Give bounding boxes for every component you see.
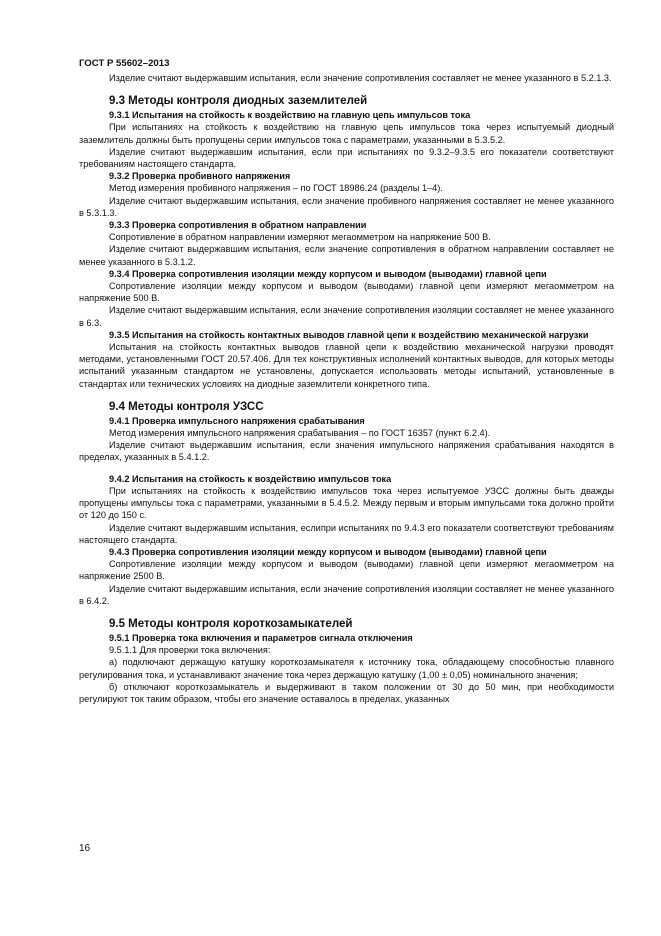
subsection-heading: 9.3.4 Проверка сопротивления изоляции между корпусом и выводом (выводами) главной цепи [109, 268, 547, 279]
paragraph: Изделие считают выдержавшим испытания, если значение сопротивления в обратном направлении составляет не менее указанного в 5.3.1.2. [79, 244, 614, 267]
paragraph: Изделие считают выдержавшим испытания, еслипри испытаниях по 9.4.3 его показатели соответствуют требованиям настоящего стандарта. [79, 522, 614, 545]
subsection-heading: 9.5.1 Проверка тока включения и параметров сигнала отключения [109, 632, 413, 643]
paragraph: Сопротивление изоляции между корпусом и выводом (выводами) главной цепи измеряют мегаомметром на напряжение 2500 В. [79, 559, 614, 582]
subsection-heading: 9.4.3 Проверка сопротивления изоляции между корпусом и выводом (выводами) главной цепи [109, 546, 547, 557]
subsection-heading: 9.3.1 Испытания на стойкость к воздействию на главную цепь импульсов тока [109, 110, 471, 121]
paragraph: Сопротивление изоляции между корпусом и выводом (выводами) главной цепи измеряют мегаомметром на напряжение 500 В. [79, 281, 614, 304]
page-body [79, 72, 614, 705]
paragraph: Изделие считают выдержавшим испытания, если значение сопротивления составляет не менее указанного в 5.2.1.3. [109, 73, 612, 83]
subsection-heading: 9.3.5 Испытания на стойкость контактных выводов главной цепи к воздействию механической нагрузки [109, 329, 589, 340]
paragraph: Метод измерения пробивного напряжения – по ГОСТ 18986.24 (разделы 1–4). [109, 183, 443, 194]
paragraph: При испытаниях на стойкость к воздействию на главную цепь импульсов тока через испытуемый диодный заземлитель должны быть пропущены серии импульсов тока с параметрами, указанными в 5.3.5.2. [79, 122, 614, 145]
paragraph: Сопротивление в обратном направлении измеряют мегаомметром на напряжение 500 В. [109, 232, 491, 243]
paragraph: Изделие считают выдержавшим испытания, если значения импульсного напряжения срабатывания находятся в пределах, указанных в 5.4.1.2. [79, 440, 614, 463]
paragraph: Метод измерения импульсного напряжения срабатывания – по ГОСТ 16357 (пункт 6.2.4). [109, 428, 491, 439]
paragraph: а) подключают держащую катушку короткозамыкателя к источнику тока, обладающему способностью плавного регулирования тока, и устанавливают значение тока через держащую катушку (1,00 ± 0,05) номинального значения; [79, 657, 614, 680]
section-heading: 9.5 Методы контроля короткозамыкателей [109, 617, 353, 630]
page-number: 16 [79, 843, 91, 854]
subsection-heading: 9.3.3 Проверка сопротивления в обратном направлении [109, 220, 367, 231]
paragraph: Изделие считают выдержавшим испытания, если значение пробивного напряжения составляет не менее указанного в 5.3.1.3. [79, 195, 614, 218]
subsection-heading: 9.4.2 Испытания на стойкость к воздействию импульсов тока [109, 473, 392, 484]
subsection-heading: 9.4.1 Проверка импульсного напряжения срабатывания [109, 415, 365, 426]
paragraph: Испытания на стойкость контактных выводов главной цепи к воздействию механической нагрузки проводят методами, установленными ГОСТ 20.57.406. Для тех конструктивных исполнений контактных выводов, для которых методы испытаний указанным стандартом не установлены, допускается использовать методы испытаний, установленные в стандартах или технических условиях на диодные заземлители конкретного типа. [79, 342, 614, 389]
section-heading: 9.4 Методы контроля УЗСС [109, 400, 264, 413]
document-header: ГОСТ Р 55602–2013 [79, 58, 170, 69]
paragraph: б) отключают короткозамыкатель и выдерживают в таком положении от 30 до 50 мин, при необходимости регулируют ток таким образом, чтобы его значение оставалось в пределах, указанных [79, 681, 614, 704]
paragraph: Изделие считают выдержавшим испытания, если значение сопротивления изоляции составляет не менее указанного в 6.3. [79, 305, 614, 328]
paragraph: Изделие считают выдержавшим испытания, если значение сопротивления изоляции составляет не менее указанного в 6.4.2. [79, 583, 614, 606]
paragraph: 9.5.1.1 Для проверки тока включения: [109, 645, 271, 656]
paragraph: Изделие считают выдержавшим испытания, если при испытаниях по 9.3.2–9.3.5 его показатели соответствуют требованиям настоящего стандарта. [79, 146, 614, 170]
paragraph: При испытаниях на стойкость к воздействию импульсов тока через испытуемое УЗСС должны быть дважды пропущены импульсы тока с параметрами, указанными в 5.4.5.2. Между первым и вторым импульсами тока должно пройти от 120 до 150 с. [79, 485, 614, 521]
subsection-heading: 9.3.2 Проверка пробивного напряжения [109, 171, 291, 182]
section-heading: 9.3 Методы контроля диодных заземлителей [109, 95, 368, 108]
spacer [79, 464, 614, 473]
